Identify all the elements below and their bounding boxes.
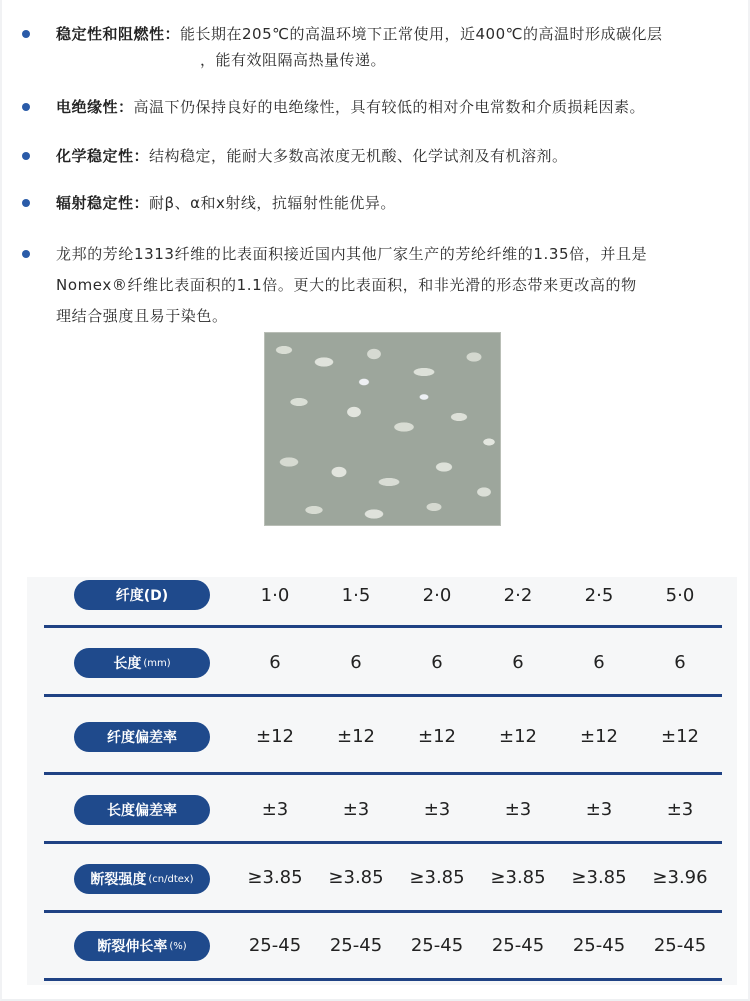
property-text: 耐β、α和x射线，抗辐射性能优异。 [149, 194, 396, 212]
bullet-icon [22, 152, 30, 160]
row-label: 长度 [113, 656, 142, 672]
row-unit: (%) [169, 940, 187, 952]
table-cell: ±3 [585, 799, 613, 820]
row-label-pill [74, 722, 210, 752]
property-continuation: ，能有效阻隔高热量传递。 [200, 51, 387, 69]
table-cell: ≥3.85 [571, 867, 627, 888]
table-cell: ±12 [418, 726, 456, 747]
bullet-icon [22, 30, 30, 38]
property-line [56, 189, 396, 217]
table-row-elongation [27, 931, 737, 999]
table-cell: 6 [269, 652, 281, 673]
property-line [56, 93, 645, 121]
table-row-denier-deviation [27, 721, 737, 789]
row-divider [44, 625, 722, 628]
note-line-2: Nomex®纤维比表面积的1.1倍。更大的比表面积，和非光滑的形态带来更改高的物 [56, 276, 637, 294]
table-cell: ≥3.96 [652, 867, 708, 888]
row-label-pill [74, 864, 210, 894]
table-row-length-deviation [27, 794, 737, 862]
table-cell: 25-45 [572, 935, 626, 956]
row-label: 断裂强度 [90, 872, 147, 888]
table-cell: 25-45 [248, 935, 302, 956]
table-row-breaking-strength [27, 863, 737, 931]
property-title: 稳定性和阻燃性： [56, 25, 181, 43]
table-cell: 25-45 [491, 935, 545, 956]
table-cell: ≥3.85 [490, 867, 546, 888]
table-cell: 1·5 [341, 585, 371, 606]
table-cell: 1·0 [260, 585, 290, 606]
table-cell: 6 [431, 652, 443, 673]
row-label-pill [74, 795, 210, 825]
row-label: 断裂伸长率 [97, 939, 168, 955]
table-cell: ±3 [504, 799, 532, 820]
table-cell: 25-45 [410, 935, 464, 956]
row-divider [44, 910, 722, 913]
spec-table [27, 577, 737, 985]
property-text: 能长期在205℃的高温环境下正常使用，近400℃的高温时形成碳化层 [180, 25, 663, 43]
row-divider [44, 841, 722, 844]
table-cell: ±12 [256, 726, 294, 747]
fiber-surface-micrograph-image [264, 332, 501, 526]
table-cell: 2·5 [584, 585, 614, 606]
note-line-1: 龙邦的芳纶1313纤维的比表面积接近国内其他厂家生产的芳纶纤维的1.35倍，并且是 [56, 245, 648, 263]
row-label: 长度偏差率 [107, 803, 177, 819]
table-cell: ±3 [423, 799, 451, 820]
table-cell: 25-45 [329, 935, 383, 956]
table-cell: 6 [512, 652, 524, 673]
row-label-pill [74, 931, 210, 961]
row-label: 纤度(D) [115, 588, 169, 604]
table-cell: 6 [674, 652, 686, 673]
table-row-length [27, 647, 737, 715]
table-cell: ≥3.85 [328, 867, 384, 888]
row-unit: (cn/dtex) [148, 873, 194, 885]
row-unit: (mm) [143, 657, 171, 669]
property-title: 辐射稳定性： [56, 194, 150, 212]
property-title: 电绝缘性： [56, 98, 134, 116]
property-line [56, 142, 568, 170]
property-line [56, 20, 662, 48]
row-divider [44, 694, 722, 697]
table-cell: ±3 [666, 799, 694, 820]
table-cell: ±3 [261, 799, 289, 820]
bullet-icon [22, 250, 30, 258]
property-title: 化学稳定性： [56, 147, 150, 165]
table-cell: 6 [350, 652, 362, 673]
row-divider [44, 978, 722, 981]
table-cell: ±12 [661, 726, 699, 747]
table-cell: 2·0 [422, 585, 452, 606]
table-cell: ±12 [580, 726, 618, 747]
note-line-3: 理结合强度且易于染色。 [56, 307, 228, 325]
table-cell: ≥3.85 [409, 867, 465, 888]
table-cell: 25-45 [653, 935, 707, 956]
row-label-pill [74, 648, 210, 678]
table-cell: 2·2 [503, 585, 533, 606]
bullet-icon [22, 199, 30, 207]
property-text: 结构稳定，能耐大多数高浓度无机酸、化学试剂及有机溶剂。 [149, 147, 568, 165]
table-cell: 5·0 [665, 585, 695, 606]
property-text: 高温下仍保持良好的电绝缘性，具有较低的相对介电常数和介质损耗因素。 [133, 98, 646, 116]
row-label: 纤度偏差率 [107, 730, 177, 746]
table-cell: ±12 [337, 726, 375, 747]
row-label-pill [74, 580, 210, 610]
table-cell: ≥3.85 [247, 867, 303, 888]
row-divider [44, 772, 722, 775]
table-cell: 6 [593, 652, 605, 673]
table-cell: ±12 [499, 726, 537, 747]
table-cell: ±3 [342, 799, 370, 820]
bullet-icon [22, 103, 30, 111]
table-row-denier [27, 577, 737, 645]
